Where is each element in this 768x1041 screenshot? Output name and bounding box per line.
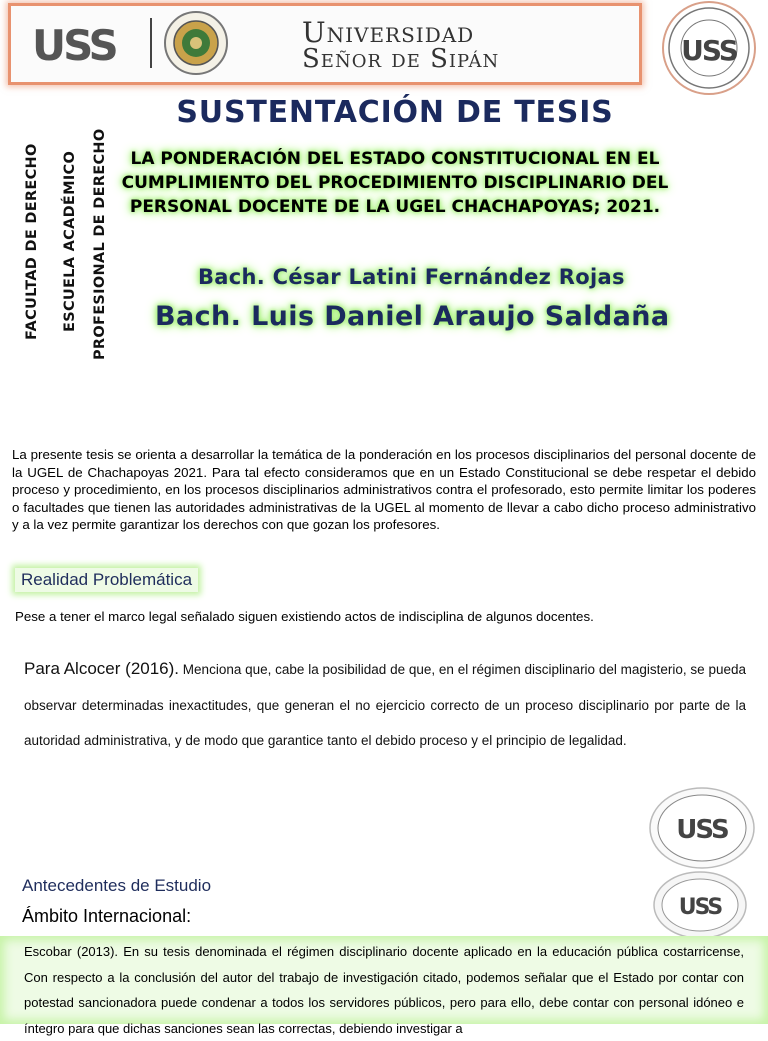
svg-text:USS: USS: [678, 895, 722, 920]
alcocer-quote: [24, 651, 746, 759]
page-title: SUSTENTACIÓN DE TESIS: [176, 95, 614, 130]
faculty-badge-icon: [648, 786, 756, 870]
section-heading-realidad: Realidad Problemática: [15, 568, 198, 592]
svg-text:USS: USS: [676, 815, 728, 845]
svg-text:USS: USS: [32, 21, 116, 70]
thesis-title: LA PONDERACIÓN DEL ESTADO CONSTITUCIONAL EN EL CUMPLIMIENTO DEL PROCEDIMIENTO DISCIPLINARIO DEL PERSONAL DOCENTE DE LA UGEL CHACHAPOYAS; 2021.: [121, 149, 669, 217]
author-name-2: Bach. Luis Daniel Araujo Saldaña: [155, 301, 670, 332]
university-name: [302, 16, 500, 74]
faculty-badge-icon: [652, 870, 748, 940]
header-divider: [150, 18, 152, 68]
realidad-statement: Pese a tener el marco legal señalado siguen existiendo actos de indisciplina de algunos docentes.: [15, 609, 594, 624]
university-name-line2: Señor de Sipán: [302, 44, 500, 74]
alcocer-lead: Para Alcocer (2016).: [24, 659, 180, 678]
intro-paragraph: La presente tesis se orienta a desarrollar la temática de la ponderación en los procesos disciplinarios del personal docente de la UGEL de Chachapoyas 2021. Para tal efecto consideramos que en un Estado Constitucional se debe respetar el debido proceso y procedimiento, en los procesos disciplinarios administrativos contra el profesorado, esto permite limitar los poderes o facultades que tienen las autoridades administrativas de la UGEL al momento de llevar a cabo dicho proceso administrativo y a la vez permite garantizar los derechos con que gozan los profesores.: [12, 447, 756, 533]
section-heading-antecedentes: Antecedentes de Estudio: [22, 876, 212, 895]
svg-text:USS: USS: [681, 34, 737, 67]
university-name-line1: Universidad: [302, 16, 475, 49]
alcocer-body: Menciona que, cabe la posibilidad de que, en el régimen disciplinario del magisterio, se pueda observar determinadas inexactitudes, que generan el no ejercicio correcto de un proceso disciplinario por parte de la autoridad administrativa, y de modo que garantice tanto el debido proceso y el principio de legalidad.: [24, 662, 747, 748]
university-seal-icon: [163, 10, 229, 76]
author-name-1: Bach. César Latini Fernández Rojas: [198, 265, 625, 289]
sidebar-label-school: ESCUELA ACADÉMICO: [62, 150, 78, 332]
subheading-ambito: Ámbito Internacional:: [22, 906, 192, 926]
faculty-badge-icon: [652, 0, 766, 100]
sidebar-label-faculty: FACULTAD DE DERECHO: [24, 143, 40, 340]
escobar-paragraph: Escobar (2013). En su tesis denominada el régimen disciplinario docente aplicado en la educación pública costarricense, Con respecto a la conclusión del autor del trabajo de investigación citado, podemos señalar que el Estado por contar con potestad sancionadora puede condenar a todos los servidores públicos, pero para ello, debe contar con personal idóneo e íntegro para que dichas sanciones sean las correctas, debiendo investigar a: [0, 936, 768, 1024]
uss-logo-icon: [30, 21, 142, 70]
sidebar-label-program: PROFESIONAL DE DERECHO: [92, 128, 108, 360]
